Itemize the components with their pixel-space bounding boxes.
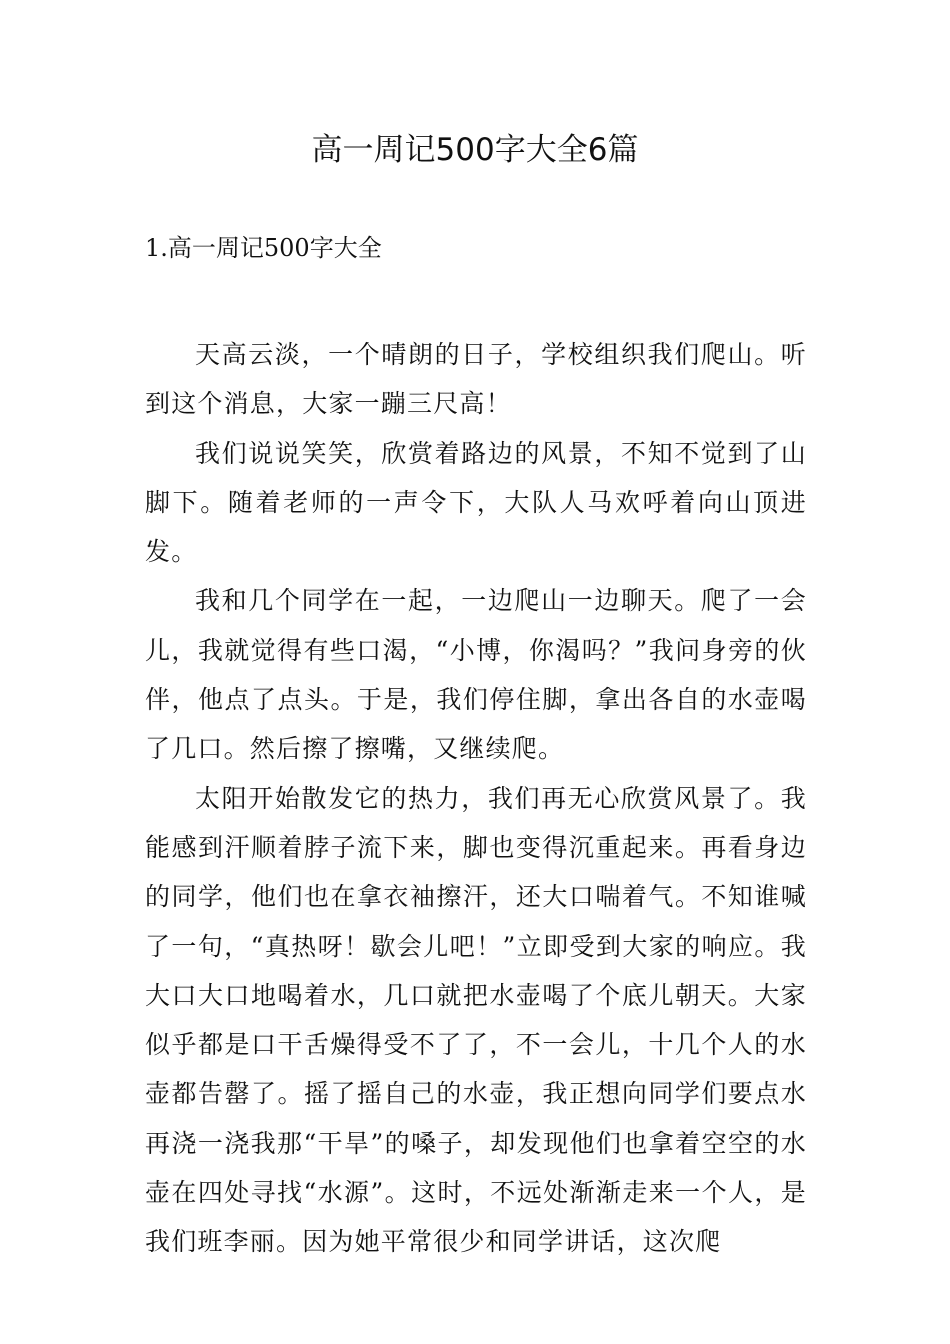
paragraph: 我们说说笑笑，欣赏着路边的风景，不知不觉到了山脚下。随着老师的一声令下，大队人马欢呼着向山顶进发。 <box>145 438 807 567</box>
section-heading: 1.高一周记500字大全 <box>145 234 382 262</box>
paragraph: 天高云淡，一个晴朗的日子，学校组织我们爬山。听到这个消息，大家一蹦三尺高！ <box>145 340 807 419</box>
paragraph: 我和几个同学在一起，一边爬山一边聊天。爬了一会儿，我就觉得有些口渴，“小博，你渴吗？”我问身旁的伙伴，他点了点头。于是，我们停住脚，拿出各自的水壶喝了几口。然后擦了擦嘴，又继续爬。 <box>145 586 807 764</box>
document-title: 高一周记500字大全6篇 <box>311 132 639 168</box>
paragraph: 太阳开始散发它的热力，我们再无心欣赏风景了。我能感到汗顺着脖子流下来，脚也变得沉重起来。再看身边的同学，他们也在拿衣袖擦汗，还大口喘着气。不知谁喊了一句，“真热呀！歇会儿吧！”立即受到大家的响应。我大口大口地喝着水，几口就把水壶喝了个底儿朝天。大家似乎都是口干舌燥得受不了了，不一会儿，十几个人的水壶都告罄了。摇了摇自己的水壶，我正想向同学们要点水再浇一浇我那“干旱”的嗓子，却发现他们也拿着空空的水壶在四处寻找“水源”。这时，不远处渐渐走来一个人，是我们班李丽。因为她平常很少和同学讲话，这次爬 <box>145 783 807 1257</box>
document-body <box>145 330 807 1267</box>
